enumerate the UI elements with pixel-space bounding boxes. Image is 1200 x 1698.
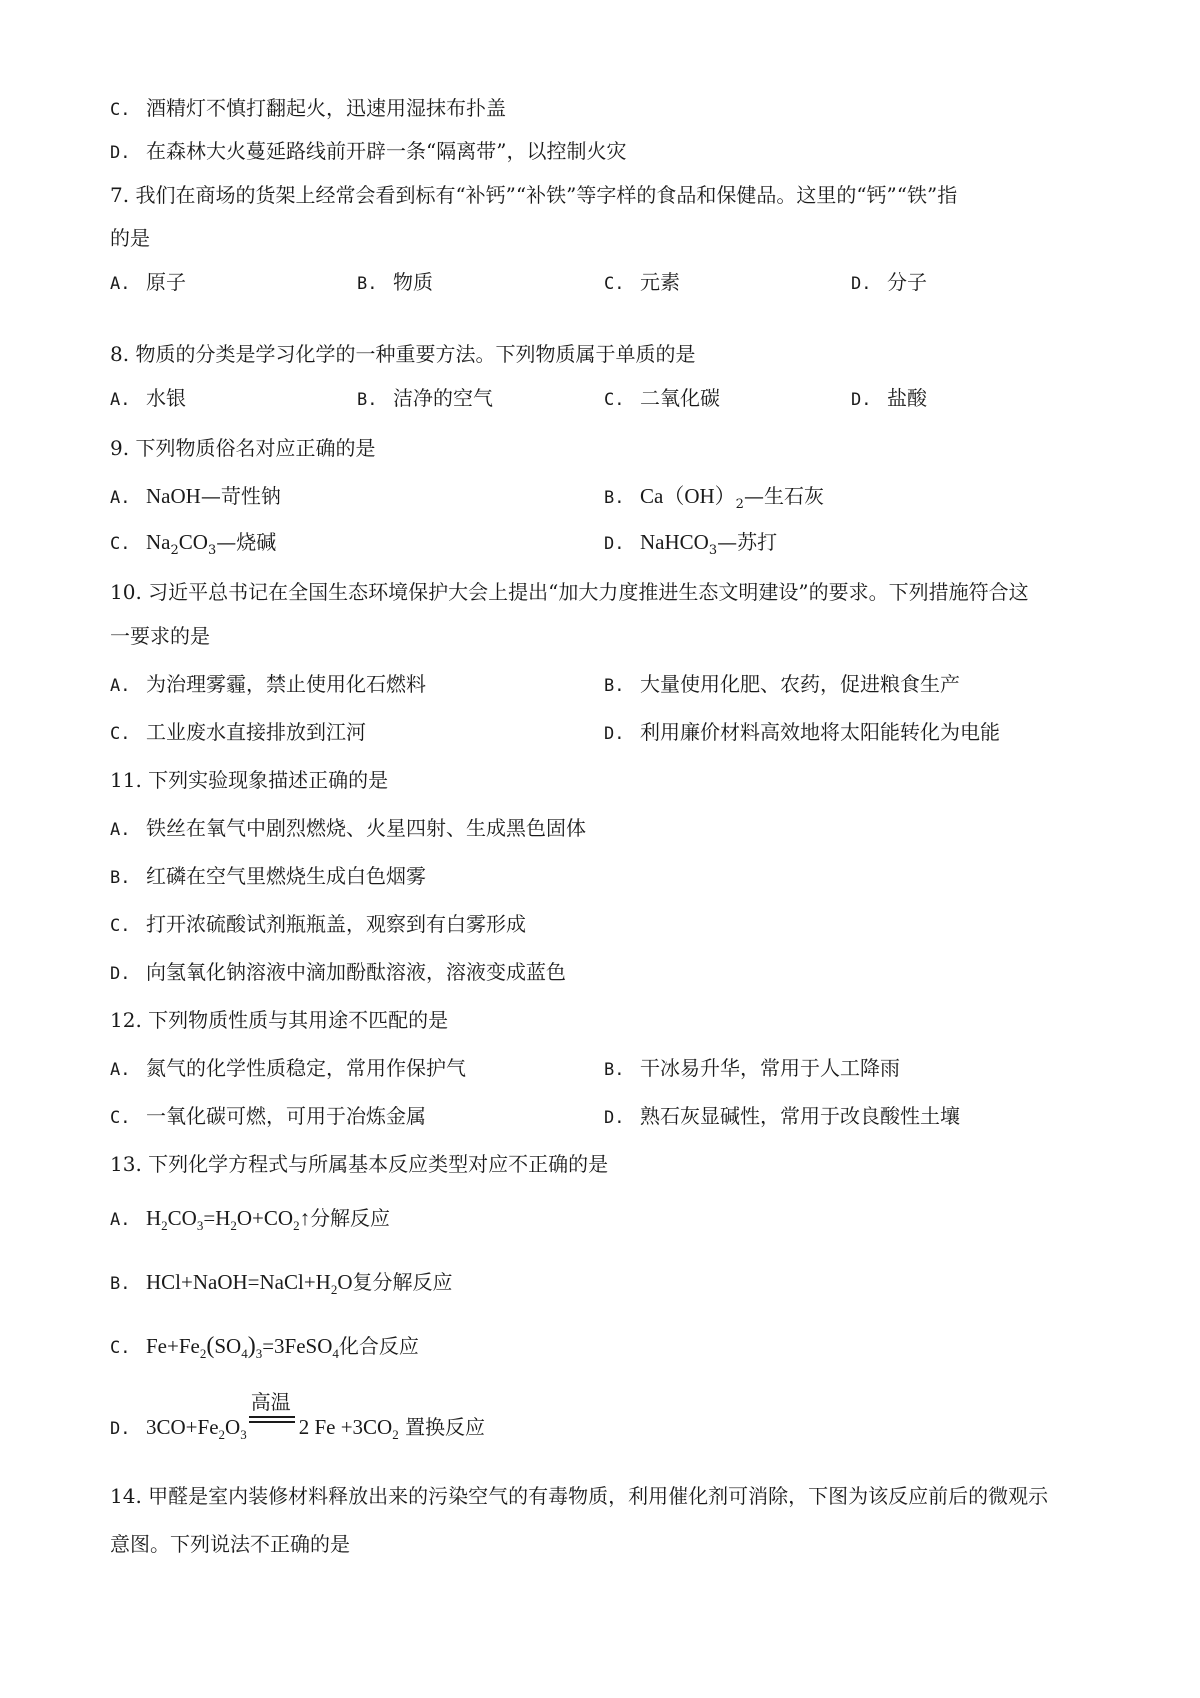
subscript: 3	[708, 543, 718, 558]
formula: NaHCO	[640, 530, 709, 554]
option-text: 二氧化碳	[640, 386, 720, 410]
option-text: 铁丝在氧气中剧烈燃烧、火星四射、生成黑色固体	[146, 816, 586, 840]
reaction-condition	[249, 1390, 297, 1438]
option-label: B.	[604, 488, 625, 508]
option-label: D.	[110, 143, 131, 163]
reaction-type: 分解反应	[310, 1206, 391, 1230]
option-label: C.	[110, 100, 131, 120]
option-text: 为治理雾霾，禁止使用化石燃料	[146, 672, 426, 696]
equals-bar-top	[249, 1416, 295, 1418]
option-label: D.	[851, 274, 872, 294]
option-label: D.	[110, 1419, 131, 1439]
q8-option-d	[851, 384, 927, 414]
q9-option-c	[110, 528, 276, 558]
option-label: C.	[604, 274, 625, 294]
option-label: C.	[604, 390, 625, 410]
q7-stem-line2: 的是	[110, 226, 150, 250]
option-text: 水银	[146, 386, 186, 410]
option-label: A.	[110, 274, 131, 294]
option-text: 物质	[393, 270, 433, 294]
q12-option-c	[110, 1102, 426, 1132]
option-label: D.	[110, 964, 131, 984]
option-text: 一氧化碳可燃，可用于冶炼金属	[146, 1104, 426, 1128]
option-label: C.	[110, 916, 131, 936]
q7-stem-line1: 7. 我们在商场的货架上经常会看到标有“补钙”“补铁”等字样的食品和保健品。这里的“钙”“铁”指	[110, 183, 958, 207]
q7-option-c	[604, 268, 680, 298]
option-label: C.	[110, 1338, 131, 1358]
q10-option-b	[604, 670, 960, 700]
option-label: A.	[110, 676, 131, 696]
equation-products: 2 $Fe +3CO_2$	[298, 1415, 399, 1442]
formula: Na	[146, 530, 171, 554]
q9-stem: 9. 下列物质俗名对应正确的是	[110, 436, 376, 460]
q13-option-a	[110, 1204, 390, 1234]
q8-option-c	[604, 384, 720, 414]
subscript: 2	[735, 497, 744, 512]
option-text: —苏打	[717, 530, 778, 554]
option-text: 打开浓硫酸试剂瓶瓶盖，观察到有白雾形成	[146, 912, 526, 936]
option-label: B.	[110, 1274, 131, 1294]
option-text: 酒精灯不慎打翻起火，迅速用湿抹布扑盖	[146, 96, 506, 120]
option-text: 熟石灰显碱性，常用于改良酸性土壤	[640, 1104, 960, 1128]
option-label: B.	[604, 1060, 625, 1080]
q12-option-d	[604, 1102, 960, 1132]
formula: Ca（OH）	[640, 484, 736, 508]
option-text: 利用廉价材料高效地将太阳能转化为电能	[640, 720, 1000, 744]
q11-option-d	[110, 958, 566, 988]
formula: NaOH	[146, 484, 201, 508]
q7-option-a	[110, 268, 186, 298]
q10-stem-line1: 10. 习近平总书记在全国生态环境保护大会上提出“加大力度推进生态文明建设”的要求。下列措施符合这	[110, 580, 1029, 604]
option-label: A.	[110, 1060, 131, 1080]
option-text: 向氢氧化钠溶液中滴加酚酞溶液，溶液变成蓝色	[146, 960, 566, 984]
reaction-type: 化合反应	[338, 1334, 419, 1358]
option-label: A.	[110, 390, 131, 410]
q6-option-c	[110, 94, 506, 124]
option-text: 在森林大火蔓延路线前开辟一条“隔离带”，以控制火灾	[146, 139, 627, 163]
reaction-type: 置换反应	[405, 1415, 486, 1439]
q9-option-b	[604, 482, 824, 512]
q6-option-d	[110, 137, 626, 167]
q13-option-c	[110, 1332, 419, 1362]
q9-option-d	[604, 528, 777, 558]
option-text: 大量使用化肥、农药，促进粮食生产	[640, 672, 960, 696]
option-text: 盐酸	[887, 386, 927, 410]
equation: $HCl+NaOH=NaCl+H_2O$	[146, 1270, 353, 1297]
option-text: 原子	[146, 270, 186, 294]
option-label: B.	[357, 274, 378, 294]
q13-option-d	[110, 1390, 486, 1443]
option-text: 氮气的化学性质稳定，常用作保护气	[146, 1056, 466, 1080]
option-label: D.	[604, 724, 625, 744]
option-label: A.	[110, 820, 131, 840]
subscript: 3	[207, 543, 217, 558]
option-label: B.	[110, 868, 131, 888]
option-label: B.	[357, 390, 378, 410]
option-text: 干冰易升华，常用于人工降雨	[640, 1056, 900, 1080]
option-text: 分子	[887, 270, 927, 294]
q8-stem: 8. 物质的分类是学习化学的一种重要方法。下列物质属于单质的是	[110, 342, 696, 366]
q10-option-d	[604, 718, 1000, 748]
reaction-type: 复分解反应	[352, 1270, 453, 1294]
option-label: A.	[110, 488, 131, 508]
option-label: D.	[851, 390, 872, 410]
q10-option-c	[110, 718, 366, 748]
q12-stem: 12. 下列物质性质与其用途不匹配的是	[110, 1008, 449, 1032]
option-text: —烧碱	[216, 530, 277, 554]
q13-stem: 13. 下列化学方程式与所属基本反应类型对应不正确的是	[110, 1152, 609, 1176]
equation: $3CO+Fe_2O_3$	[146, 1415, 247, 1442]
option-text: 红磷在空气里燃烧生成白色烟雾	[146, 864, 426, 888]
option-label: D.	[604, 534, 625, 554]
option-text: —苛性钠	[200, 484, 281, 508]
equation: $H_2CO_3=H_2O+CO_2↑$	[146, 1206, 311, 1233]
q11-option-a	[110, 814, 586, 844]
option-text: 元素	[640, 270, 680, 294]
q9-option-a	[110, 482, 281, 512]
q10-option-a	[110, 670, 426, 700]
q14-stem-line1: 14. 甲醛是室内装修材料释放出来的污染空气的有毒物质，利用催化剂可消除，下图为该反应前后的微观示	[110, 1484, 1049, 1508]
q11-option-b	[110, 862, 426, 892]
option-text: 工业废水直接排放到江河	[146, 720, 366, 744]
option-label: C.	[110, 1108, 131, 1128]
q8-option-b	[357, 384, 493, 414]
q11-stem: 11. 下列实验现象描述正确的是	[110, 768, 389, 792]
option-label: D.	[604, 1108, 625, 1128]
q14-stem-line2: 意图。下列说法不正确的是	[110, 1532, 350, 1556]
q7-option-d	[851, 268, 927, 298]
equation: $Fe+Fe_2(SO_4)_3=3FeSO_4$	[146, 1333, 339, 1361]
q12-option-b	[604, 1054, 900, 1084]
formula: CO	[178, 530, 208, 554]
option-label: C.	[110, 534, 131, 554]
q10-stem-line2: 一要求的是	[110, 624, 210, 648]
q8-option-a	[110, 384, 186, 414]
equals-bar-bottom	[249, 1421, 295, 1423]
condition-text: 高温	[250, 1390, 291, 1414]
option-text: 洁净的空气	[393, 386, 493, 410]
q7-option-b	[357, 268, 433, 298]
q12-option-a	[110, 1054, 466, 1084]
option-label: A.	[110, 1210, 131, 1230]
q11-option-c	[110, 910, 526, 940]
q13-option-b	[110, 1268, 453, 1298]
option-text: —生石灰	[743, 484, 824, 508]
subscript: 2	[170, 543, 179, 558]
option-label: C.	[110, 724, 131, 744]
option-label: B.	[604, 676, 625, 696]
